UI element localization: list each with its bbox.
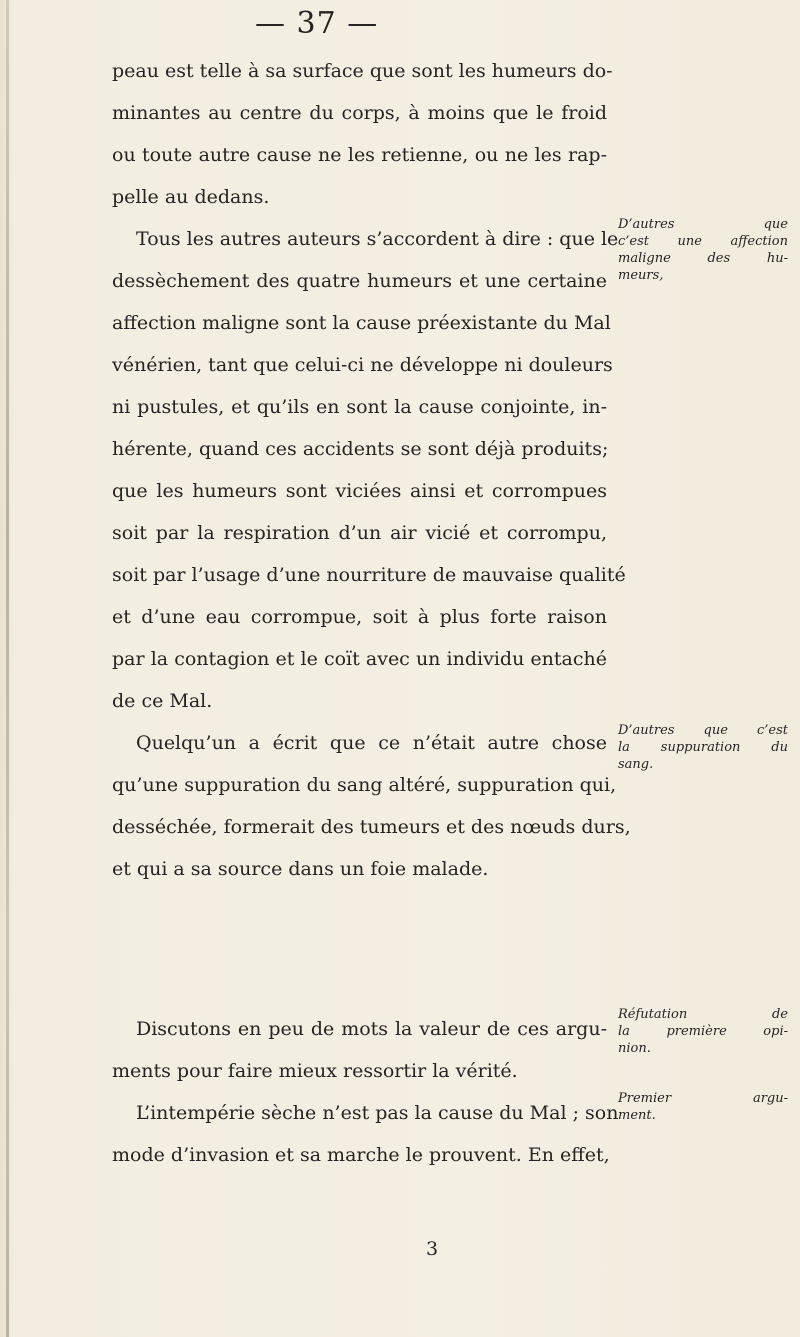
text-line: Quelqu’un a écrit que ce n’était autre chose (136, 732, 607, 754)
margin-note-line: nion. (618, 1041, 651, 1056)
margin-note-line: Premier argu- (618, 1091, 788, 1106)
margin-note-4 (618, 1090, 788, 1124)
margin-note-line: la première opi- (618, 1024, 788, 1039)
paragraph-3 (112, 722, 631, 890)
margin-note-line: D’autres que (618, 217, 788, 232)
binding-gutter (6, 0, 9, 1337)
text-line: soit par l’usage d’une nourriture de mauvaise qualité (112, 564, 626, 586)
margin-note-3 (618, 1006, 788, 1057)
text-line: qu’une suppuration du sang altéré, suppuration qui, (112, 774, 617, 796)
paragraph-5 (112, 1092, 619, 1176)
page-number: — 37 — (255, 6, 379, 41)
text-line: que les humeurs sont viciées ainsi et corrompues (112, 480, 607, 502)
text-line: peau est telle à sa surface que sont les humeurs do- (112, 60, 613, 82)
margin-note-line: maligne des hu- (618, 251, 788, 266)
text-line: Tous les autres auteurs s’accordent à dire : que le (136, 228, 619, 250)
text-line: et qui a sa source dans un foie malade. (112, 858, 489, 880)
paragraph-2 (112, 218, 626, 722)
margin-note-line: sang. (618, 757, 654, 772)
text-line: desséchée, formerait des tumeurs et des nœuds durs, (112, 816, 631, 838)
text-line: ni pustules, et qu’ils en sont la cause conjointe, in- (112, 396, 607, 418)
text-line: et d’une eau corrompue, soit à plus forte raison (112, 606, 607, 628)
margin-note-line: c’est une affection (618, 234, 788, 249)
text-line: Discutons en peu de mots la valeur de ces argu- (136, 1018, 607, 1040)
text-line: dessèchement des quatre humeurs et une certaine (112, 270, 607, 292)
text-line: soit par la respiration d’un air vicié et corrompu, (112, 522, 607, 544)
margin-note-line: D’autres que c’est (618, 723, 788, 738)
text-line: ou toute autre cause ne les retienne, ou ne les rap- (112, 144, 607, 166)
margin-note-line: la suppuration du (618, 740, 788, 755)
text-line: de ce Mal. (112, 690, 213, 712)
text-line: affection maligne sont la cause préexistante du Mal (112, 312, 611, 334)
text-line: ments pour faire mieux ressortir la vérité. (112, 1060, 518, 1082)
signature-mark: 3 (425, 1238, 439, 1260)
text-line: minantes au centre du corps, à moins que le froid (112, 102, 607, 124)
paragraph-1 (112, 50, 613, 218)
margin-note-line: meurs, (618, 268, 664, 283)
text-line: hérente, quand ces accidents se sont déjà produits; (112, 438, 609, 460)
text-line: vénérien, tant que celui-ci ne développe ni douleurs (112, 354, 613, 376)
margin-note-line: ment. (618, 1108, 656, 1123)
text-line: L’intempérie sèche n’est pas la cause du Mal ; son (136, 1102, 619, 1124)
paragraph-4 (112, 1008, 607, 1092)
margin-note-2 (618, 722, 788, 773)
text-line: par la contagion et le coït avec un individu entaché (112, 648, 607, 670)
text-line: pelle au dedans. (112, 186, 270, 208)
margin-note-line: Réfutation de (618, 1007, 788, 1022)
margin-note-1 (618, 216, 788, 284)
text-line: mode d’invasion et sa marche le prouvent. En effet, (112, 1144, 610, 1166)
